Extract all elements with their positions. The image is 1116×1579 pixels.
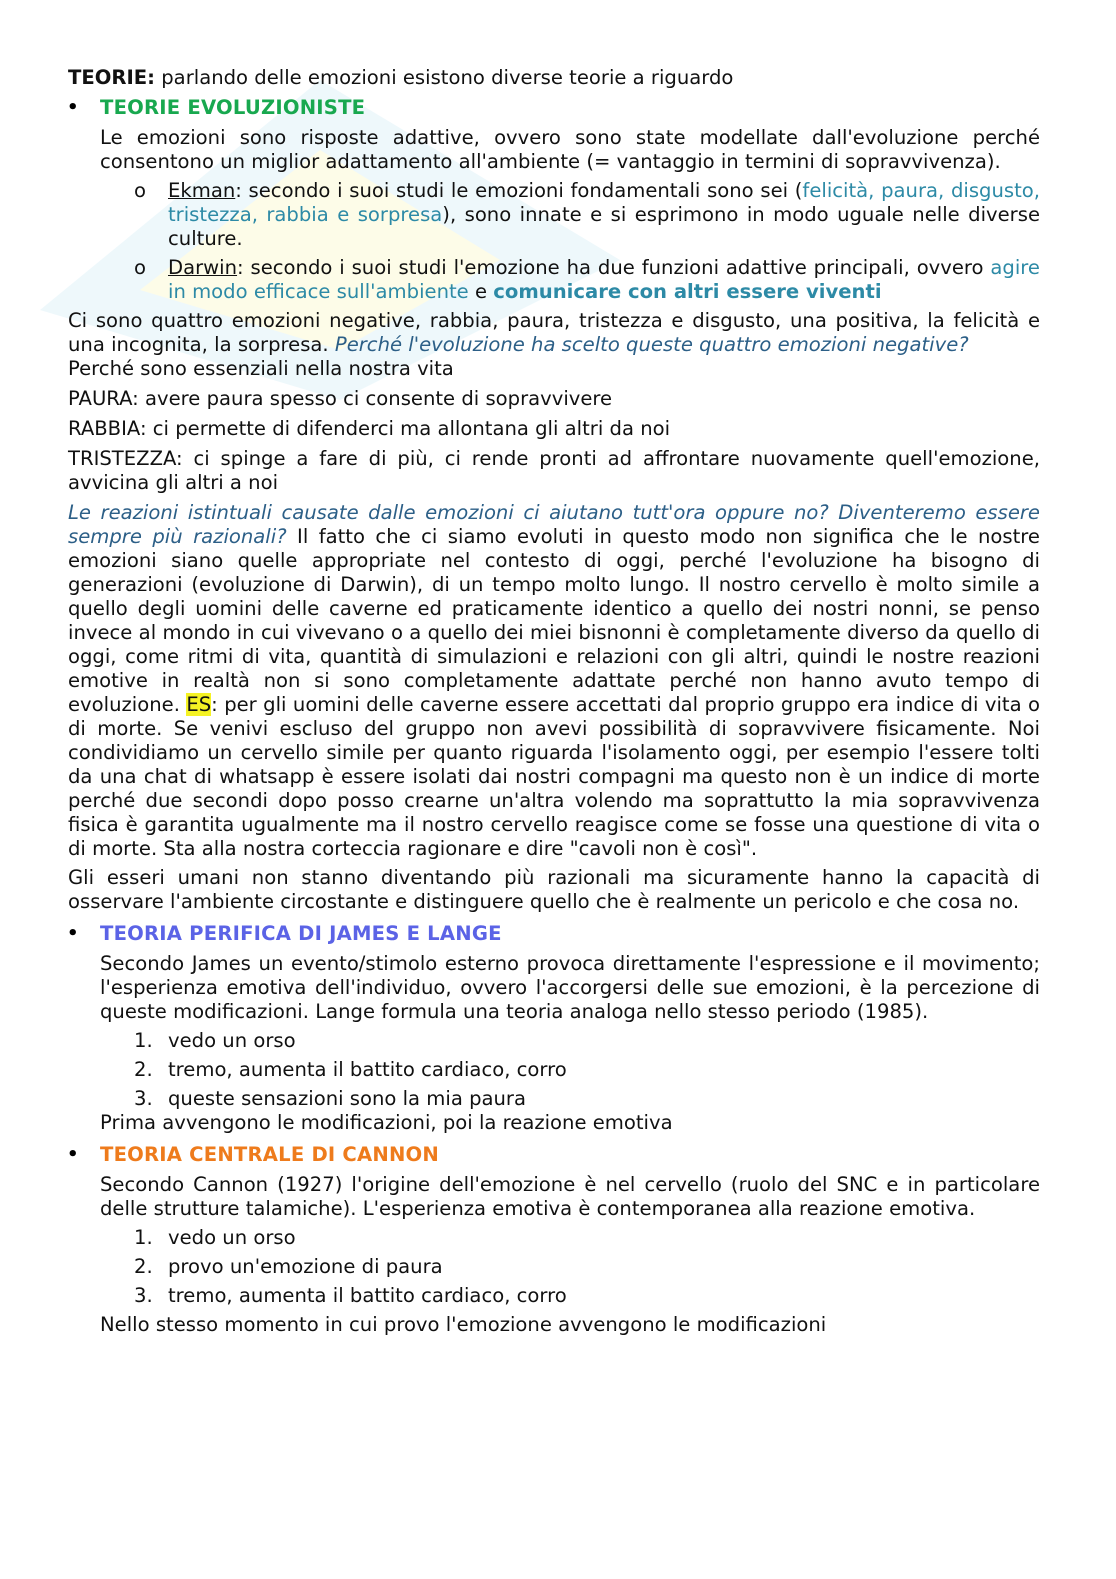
- cannon-paragraph: Secondo Cannon (1927) l'origine dell'emozione è nel cervello (ruolo del SNC e in particolare delle strutture talamiche). L'esperienza emotiva è contemporanea alla reazione emotiva.: [100, 1173, 1040, 1220]
- sub-bullet-icon: o: [134, 179, 146, 202]
- james-step-1: 1. vedo un orso: [134, 1029, 296, 1052]
- heading-evolutionary-theories: • TEORIE EVOLUZIONISTE: [67, 96, 366, 119]
- bullet-icon: •: [67, 923, 79, 944]
- cannon-step-2: 2. provo un'emozione di paura: [134, 1255, 443, 1278]
- sub-bullet-icon: o: [134, 256, 146, 279]
- heading-cannon: • TEORIA CENTRALE DI CANNON: [67, 1143, 440, 1166]
- james-lange-paragraph: Secondo James un evento/stimolo esterno provoca direttamente l'espressione e il movimento; l'esperienza emotiva dell'individuo, ovvero l'accorgersi delle sue emozioni, è la percezione di queste modificazioni. Lange formula una teoria analoga nello stesso periodo (1985).: [100, 952, 1040, 1023]
- bullet-icon: •: [67, 1144, 79, 1165]
- cannon-after: Nello stesso momento in cui provo l'emozione avvengono le modificazioni: [100, 1313, 827, 1336]
- document-body: [68, 66, 1040, 1337]
- darwin-item: o Darwin: secondo i suoi studi l'emozione ha due funzioni adattive principali, ovvero agire in modo efficace sull'ambiente e comunicare con altri essere viventi: [134, 256, 1040, 303]
- bullet-icon: •: [67, 97, 79, 118]
- heading-james-lange: • TEORIA PERIFICA DI JAMES E LANGE: [67, 922, 502, 945]
- ekman-link: Ekman: [168, 179, 236, 202]
- cannon-step-3: 3. tremo, aumenta il battito cardiaco, corro: [134, 1284, 567, 1307]
- james-step-3: 3. queste sensazioni sono la mia paura: [134, 1087, 526, 1110]
- james-lange-after: Prima avvengono le modificazioni, poi la reazione emotiva: [100, 1111, 673, 1134]
- conclusion-paragraph: Gli esseri umani non stanno diventando più razionali ma sicuramente hanno la capacità di osservare l'ambiente circostante e distinguere quello che è realmente un pericolo e che cosa no.: [68, 866, 1040, 913]
- reasoning-paragraph: Le reazioni istintuali causate dalle emozioni ci aiutano tutt'ora oppure no? Diventeremo essere sempre più razionali? Il fatto che ci siamo evoluti in questo modo non significa che le nostre emozioni siano quelle appropriate nel contesto di oggi, perché l'evoluzione ha bisogno di generazioni (evoluzione di Darwin), di un tempo molto lungo. Il nostro cervello è molto simile a quello degli uomini delle caverne ed praticamente identico a quello dei nostri nonni, se penso invece al mondo in cui vivevano o a quello dei miei bisnonni è completamente diverso da quello di oggi, come ritmi di vita, quantità di simulazioni e relazioni con gli altri, quindi le nostre reazioni emotive in realtà non si sono completamente adattate perché non hanno avuto tempo di evoluzione. ES: per gli uomini delle caverne essere accettati dal proprio gruppo era indice di vita o di morte. Se venivi escluso del gruppo non avevi possibilità di sopravvivere fisicamente. Noi condividiamo un cervello simile per quanto riguarda l'isolamento oggi, per esempio l'essere tolti da una chat di whatsapp è essere isolati dai nostri compagni ma questo non è un indice di morte perché due secondi dopo posso crearne un'altra volendo ma soprattutto la mia sopravvivenza fisica è garantita ugualmente ma il nostro cervello reagisce come se fosse una questione di vita o di morte. Sta alla nostra corteccia ragionare e dire "cavoli non è così".: [68, 501, 1040, 860]
- cannon-step-1: 1. vedo un orso: [134, 1226, 296, 1249]
- james-step-2: 2. tremo, aumenta il battito cardiaco, corro: [134, 1058, 567, 1081]
- sadness-line: TRISTEZZA: ci spinge a fare di più, ci rende pronti ad affrontare nuovamente quell'emozione, avvicina gli altri a noi: [68, 447, 1040, 494]
- darwin-link: Darwin: [168, 256, 238, 279]
- ekman-item: o Ekman: secondo i suoi studi le emozioni fondamentali sono sei (felicità, paura, disgusto, tristezza, rabbia e sorpresa), sono innate e si esprimono in modo uguale nelle diverse culture.: [134, 179, 1041, 250]
- intro-paragraph: TEORIE: parlando delle emozioni esistono diverse teorie a riguardo: [68, 66, 734, 89]
- negative-emotions-paragraph: Ci sono quattro emozioni negative, rabbia, paura, tristezza e disgusto, una positiva, la felicità e una incognita, la sorpresa. Perché l'evoluzione ha scelto queste quattro emozioni negative? Perché sono essenziali nella nostra vita: [68, 309, 1040, 380]
- fear-line: PAURA: avere paura spesso ci consente di sopravvivere: [68, 387, 613, 410]
- evolutionary-paragraph: Le emozioni sono risposte adattive, ovvero sono state modellate dall'evoluzione perché consentono un miglior adattamento all'ambiente (= vantaggio in termini di sopravvivenza).: [100, 126, 1041, 173]
- anger-line: RABBIA: ci permette di difenderci ma allontana gli altri da noi: [68, 417, 671, 440]
- es-highlight: ES: [186, 693, 212, 716]
